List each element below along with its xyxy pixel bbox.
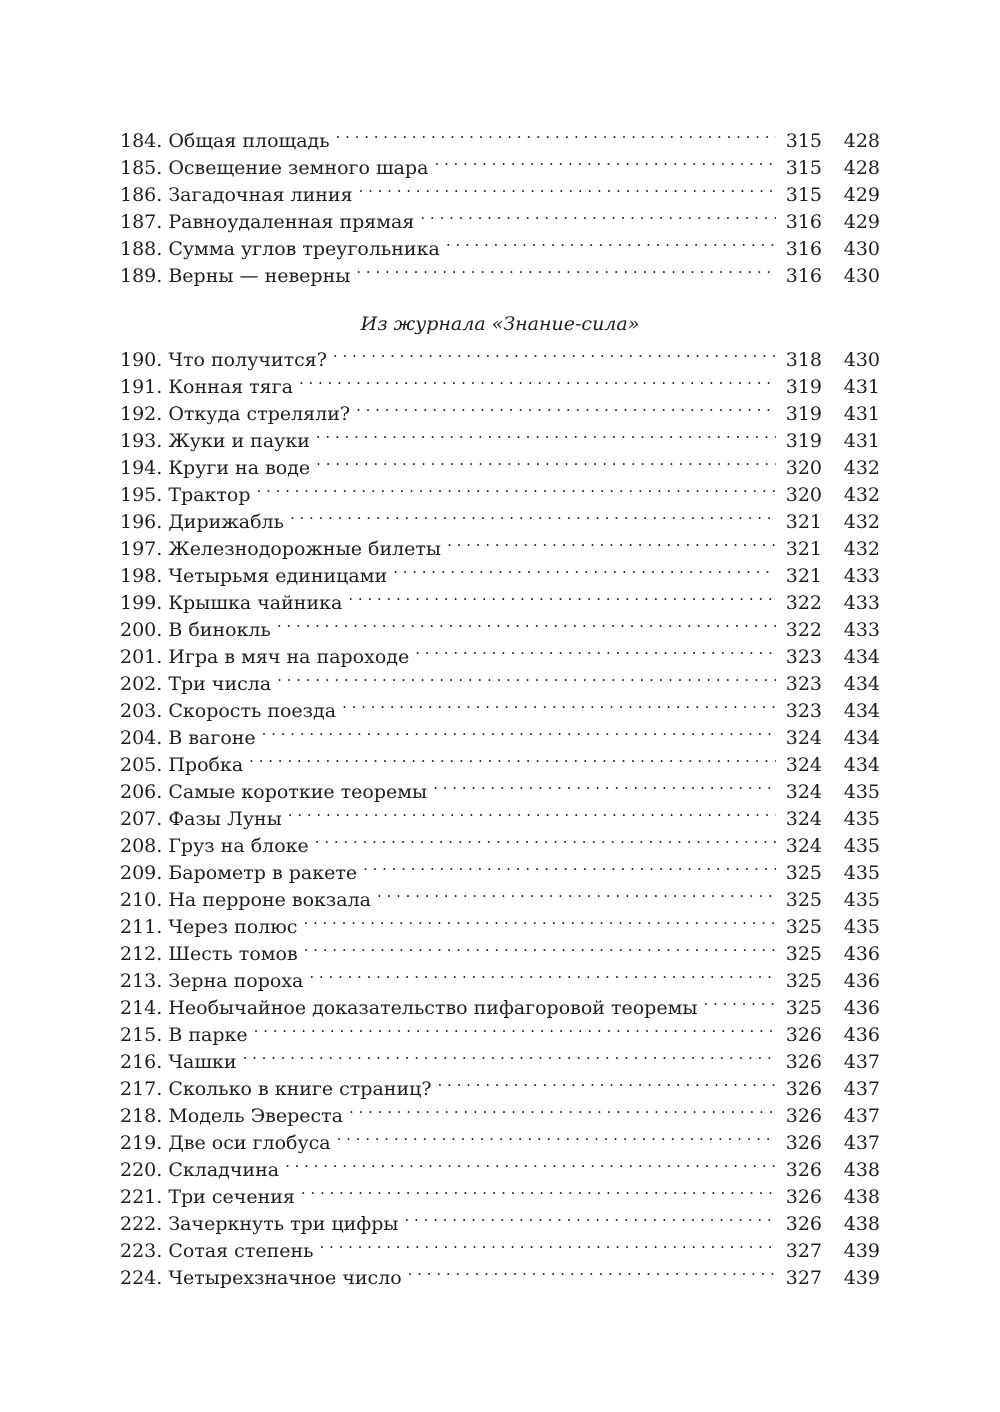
toc-entry <box>120 339 880 371</box>
dot-leader <box>303 906 776 933</box>
entry-title: 205. Пробка <box>120 754 244 776</box>
entry-page-a: 326 <box>785 1186 822 1208</box>
entry-page-a: 323 <box>785 700 822 722</box>
entry-page-b: 430 <box>843 238 880 260</box>
entry-page-a: 323 <box>785 673 822 695</box>
dot-leader <box>316 420 776 447</box>
dot-leader <box>301 1176 776 1203</box>
entry-title: 223. Сотая степень <box>120 1240 314 1262</box>
entry-page-a: 315 <box>785 157 822 179</box>
entry-page-b: 437 <box>843 1132 880 1154</box>
entry-title: 189. Верны — неверны <box>120 265 351 287</box>
entry-page-a: 325 <box>785 943 822 965</box>
entry-page-b: 434 <box>843 727 880 749</box>
dot-leader <box>359 174 776 201</box>
entry-title: 184. Общая площадь <box>120 130 330 152</box>
entry-page-a: 320 <box>785 484 822 506</box>
entry-page-a: 321 <box>785 538 822 560</box>
entry-page-a: 326 <box>785 1105 822 1127</box>
entry-page-b: 435 <box>843 916 880 938</box>
entry-title: 210. На перроне вокзала <box>120 889 371 911</box>
dot-leader <box>257 474 777 501</box>
entry-page-a: 326 <box>785 1213 822 1235</box>
entry-title: 218. Модель Эвереста <box>120 1105 343 1127</box>
entry-page-b: 439 <box>843 1267 880 1289</box>
entry-page-a: 320 <box>785 457 822 479</box>
entry-page-a: 326 <box>785 1078 822 1100</box>
entry-title: 212. Шесть томов <box>120 943 298 965</box>
dot-leader <box>356 255 776 282</box>
entry-page-a: 322 <box>785 619 822 641</box>
entry-page-b: 436 <box>843 1024 880 1046</box>
entry-page-a: 326 <box>785 1159 822 1181</box>
dot-leader <box>290 501 776 528</box>
dot-leader <box>249 744 776 771</box>
entry-title: 200. В бинокль <box>120 619 271 641</box>
entry-title: 220. Складчина <box>120 1159 280 1181</box>
entry-title: 216. Чашки <box>120 1051 237 1073</box>
entry-title: 207. Фазы Луны <box>120 808 282 830</box>
entry-page-a: 326 <box>785 1051 822 1073</box>
entry-page-b: 437 <box>843 1105 880 1127</box>
entry-title: 211. Через полюс <box>120 916 298 938</box>
entry-title: 204. В вагоне <box>120 727 256 749</box>
dot-leader <box>315 825 776 852</box>
entry-page-b: 432 <box>843 457 880 479</box>
dot-leader <box>277 609 776 636</box>
entry-page-a: 315 <box>785 184 822 206</box>
entry-title: 221. Три сечения <box>120 1186 295 1208</box>
entry-page-b: 429 <box>843 184 880 206</box>
entry-page-a: 322 <box>785 592 822 614</box>
entry-page-b: 431 <box>843 376 880 398</box>
entry-page-b: 432 <box>843 511 880 533</box>
dot-leader <box>348 582 776 609</box>
entry-page-b: 435 <box>843 781 880 803</box>
dot-leader <box>447 528 776 555</box>
entry-page-a: 318 <box>785 349 822 371</box>
dot-leader <box>254 1014 776 1041</box>
dot-leader <box>438 1068 776 1095</box>
entry-title: 208. Груз на блоке <box>120 835 309 857</box>
entry-page-b: 431 <box>843 430 880 452</box>
entry-title: 209. Барометр в ракете <box>120 862 358 884</box>
toc-list-after <box>120 339 880 1289</box>
entry-page-a: 325 <box>785 889 822 911</box>
entry-page-a: 321 <box>785 565 822 587</box>
dot-leader <box>405 1203 776 1230</box>
dot-leader <box>704 987 777 1014</box>
entry-title: 214. Необычайное доказательство пифагоровой теоремы <box>120 997 698 1019</box>
entry-title: 194. Круги на воде <box>120 457 311 479</box>
entry-page-a: 324 <box>785 754 822 776</box>
entry-title: 202. Три числа <box>120 673 272 695</box>
dot-leader <box>299 366 776 393</box>
entry-page-a: 324 <box>785 727 822 749</box>
entry-page-b: 430 <box>843 265 880 287</box>
entry-page-a: 319 <box>785 403 822 425</box>
entry-page-a: 316 <box>785 211 822 233</box>
entry-title: 224. Четырехзначное число <box>120 1267 402 1289</box>
entry-title: 190. Что получится? <box>120 349 327 371</box>
entry-page-a: 319 <box>785 376 822 398</box>
toc-entry <box>120 120 880 152</box>
dot-leader <box>433 771 776 798</box>
entry-title: 193. Жуки и пауки <box>120 430 310 452</box>
entry-page-b: 428 <box>843 157 880 179</box>
entry-title: 188. Сумма углов треугольника <box>120 238 440 260</box>
entry-page-b: 437 <box>843 1078 880 1100</box>
dot-leader <box>243 1041 776 1068</box>
dot-leader <box>333 339 776 366</box>
entry-page-a: 326 <box>785 1024 822 1046</box>
entry-page-a: 325 <box>785 970 822 992</box>
dot-leader <box>434 147 776 174</box>
entry-page-a: 324 <box>785 781 822 803</box>
entry-page-a: 323 <box>785 646 822 668</box>
dot-leader <box>356 393 776 420</box>
toc-list-before <box>120 120 880 287</box>
entry-title: 186. Загадочная линия <box>120 184 353 206</box>
entry-page-b: 431 <box>843 403 880 425</box>
entry-page-b: 436 <box>843 997 880 1019</box>
entry-page-a: 325 <box>785 862 822 884</box>
dot-leader <box>277 663 776 690</box>
dot-leader <box>420 201 776 228</box>
entry-page-b: 436 <box>843 943 880 965</box>
entry-page-a: 325 <box>785 916 822 938</box>
entry-page-a: 316 <box>785 238 822 260</box>
entry-page-b: 429 <box>843 211 880 233</box>
dot-leader <box>285 1149 776 1176</box>
entry-title: 213. Зерна пороха <box>120 970 304 992</box>
dot-leader <box>342 690 776 717</box>
entry-page-b: 432 <box>843 538 880 560</box>
entry-page-b: 437 <box>843 1051 880 1073</box>
entry-page-a: 319 <box>785 430 822 452</box>
dot-leader <box>304 933 776 960</box>
entry-page-b: 434 <box>843 673 880 695</box>
entry-page-b: 432 <box>843 484 880 506</box>
dot-leader <box>336 120 776 147</box>
entry-title: 222. Зачеркнуть три цифры <box>120 1213 399 1235</box>
entry-title: 199. Крышка чайника <box>120 592 343 614</box>
entry-page-b: 434 <box>843 754 880 776</box>
entry-page-b: 428 <box>843 130 880 152</box>
entry-page-b: 435 <box>843 862 880 884</box>
entry-title: 217. Сколько в книге страниц? <box>120 1078 432 1100</box>
entry-page-b: 433 <box>843 619 880 641</box>
entry-page-b: 436 <box>843 970 880 992</box>
entry-page-a: 324 <box>785 835 822 857</box>
entry-page-b: 435 <box>843 889 880 911</box>
entry-page-a: 327 <box>785 1240 822 1262</box>
entry-title: 191. Конная тяга <box>120 376 293 398</box>
dot-leader <box>377 879 776 906</box>
dot-leader <box>363 852 776 879</box>
entry-title: 187. Равноудаленная прямая <box>120 211 415 233</box>
entry-page-b: 435 <box>843 808 880 830</box>
entry-page-a: 315 <box>785 130 822 152</box>
entry-page-a: 326 <box>785 1132 822 1154</box>
dot-leader <box>393 555 776 582</box>
entry-title: 185. Освещение земного шара <box>120 157 429 179</box>
entry-title: 203. Скорость поезда <box>120 700 337 722</box>
dot-leader <box>309 960 776 987</box>
entry-title: 201. Игра в мяч на пароходе <box>120 646 410 668</box>
entry-page-a: 327 <box>785 1267 822 1289</box>
entry-page-b: 430 <box>843 349 880 371</box>
entry-title: 206. Самые короткие теоремы <box>120 781 428 803</box>
dot-leader <box>349 1095 776 1122</box>
entry-title: 197. Железнодорожные билеты <box>120 538 442 560</box>
dot-leader <box>446 228 776 255</box>
dot-leader <box>320 1230 777 1257</box>
entry-title: 195. Трактор <box>120 484 251 506</box>
section-heading: Из журнала «Знание-сила» <box>360 313 640 335</box>
dot-leader <box>288 798 776 825</box>
entry-page-b: 438 <box>843 1159 880 1181</box>
entry-page-a: 316 <box>785 265 822 287</box>
entry-page-b: 438 <box>843 1186 880 1208</box>
entry-title: 196. Дирижабль <box>120 511 284 533</box>
entry-page-b: 439 <box>843 1240 880 1262</box>
entry-page-a: 325 <box>785 997 822 1019</box>
dot-leader <box>415 636 776 663</box>
dot-leader <box>316 447 776 474</box>
entry-page-b: 433 <box>843 592 880 614</box>
entry-page-a: 324 <box>785 808 822 830</box>
entry-page-a: 321 <box>785 511 822 533</box>
entry-page-b: 434 <box>843 700 880 722</box>
dot-leader <box>408 1257 776 1284</box>
entry-page-b: 433 <box>843 565 880 587</box>
entry-page-b: 434 <box>843 646 880 668</box>
entry-title: 192. Откуда стреляли? <box>120 403 351 425</box>
entry-page-b: 438 <box>843 1213 880 1235</box>
dot-leader <box>337 1122 776 1149</box>
entry-title: 215. В парке <box>120 1024 248 1046</box>
dot-leader <box>262 717 776 744</box>
entry-page-b: 435 <box>843 835 880 857</box>
entry-title: 198. Четырьмя единицами <box>120 565 388 587</box>
entry-title: 219. Две оси глобуса <box>120 1132 331 1154</box>
